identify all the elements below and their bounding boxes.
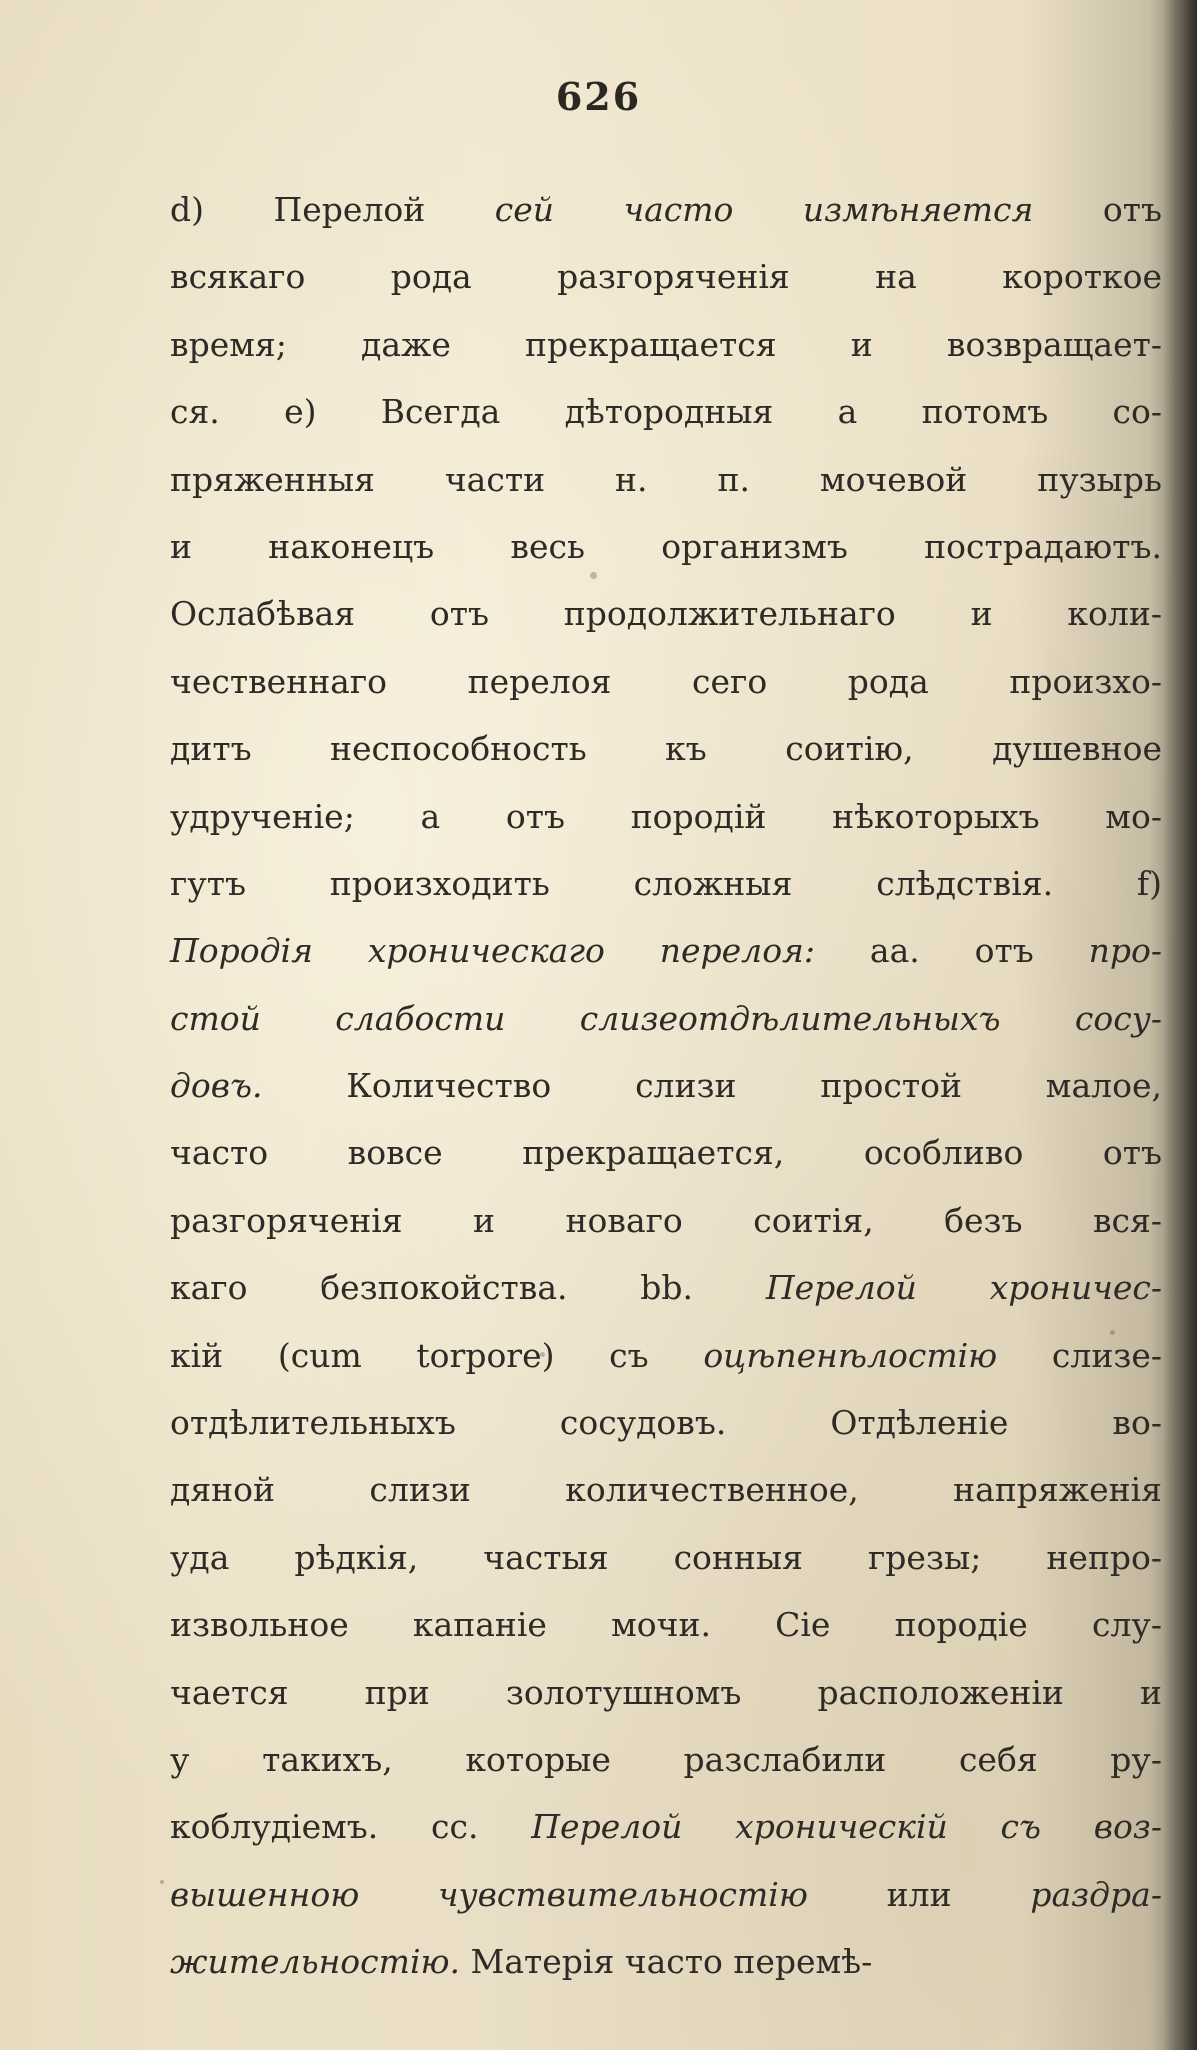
- text-line: [170, 446, 1162, 513]
- text-line: [170, 1793, 1162, 1860]
- text-line: [170, 1187, 1162, 1254]
- text-line: [170, 1861, 1162, 1928]
- italic-text-run: про-: [1088, 931, 1162, 971]
- page-edge-shadow: [1163, 0, 1197, 2050]
- text-run: чается при золотушномъ расположеніи и: [170, 1672, 1162, 1712]
- text-run: слизе-: [997, 1335, 1163, 1375]
- text-line: [170, 1659, 1162, 1726]
- text-run: коблудіемъ. сс.: [170, 1807, 532, 1847]
- text-line: [170, 1591, 1162, 1658]
- text-line: [170, 378, 1162, 445]
- text-run: Матерія часто перемѣ-: [460, 1942, 873, 1982]
- text-run: или: [807, 1874, 1031, 1914]
- text-run: у такихъ, которые разслабили себя ру-: [170, 1739, 1162, 1779]
- text-line: [170, 1389, 1162, 1456]
- text-line: [170, 1052, 1162, 1119]
- paper-speck: [1110, 1330, 1115, 1335]
- italic-text-run: оцѣпенѣлостію: [703, 1335, 998, 1375]
- italic-text-run: Породія хроническаго перелоя:: [170, 931, 816, 971]
- text-line: [170, 1524, 1162, 1591]
- text-line: [170, 243, 1162, 310]
- italic-text-run: Перелой хроничес-: [765, 1268, 1163, 1308]
- text-run: отдѣлительныхъ сосудовъ. Отдѣленіе во-: [170, 1403, 1162, 1443]
- text-run: гутъ произходить сложныя слѣдствія. f): [170, 863, 1162, 903]
- italic-text-run: сей часто измѣняется: [494, 190, 1034, 229]
- text-run: разгоряченія и новаго соитія, безъ вся-: [170, 1200, 1162, 1240]
- text-line: [170, 648, 1162, 715]
- text-line: [170, 783, 1162, 850]
- text-run: всякаго рода разгоряченія на короткое: [170, 257, 1162, 297]
- text-run: извольное капаніе мочи. Сіе породіе слу-: [170, 1605, 1162, 1645]
- text-run: время; даже прекращается и возвращает-: [170, 324, 1162, 364]
- page-number: 626: [555, 74, 642, 119]
- text-run: пряженныя части н. п. мочевой пузырь: [170, 459, 1162, 499]
- text-line: [170, 1726, 1162, 1793]
- text-run: удрученіе; а отъ породій нѣкоторыхъ мо-: [170, 796, 1162, 836]
- text-line: [170, 1456, 1162, 1523]
- text-run: уда рѣдкія, частыя сонныя грезы; непро-: [170, 1537, 1162, 1577]
- text-line: [170, 850, 1162, 917]
- italic-text-run: раздра-: [1030, 1874, 1162, 1914]
- text-run: и наконецъ весь организмъ пострадаютъ.: [170, 526, 1162, 566]
- text-line: [170, 513, 1162, 580]
- text-run: отъ: [1033, 190, 1163, 229]
- text-run: кій (cum torpore) съ: [170, 1335, 704, 1375]
- italic-text-run: довъ.: [170, 1066, 263, 1106]
- text-line: [170, 176, 1162, 243]
- text-run: Ослабѣвая отъ продолжительнаго и коли-: [170, 594, 1162, 634]
- text-line: [170, 1928, 1162, 1995]
- text-run: часто вовсе прекращается, особливо отъ: [170, 1133, 1162, 1173]
- text-line: [170, 311, 1162, 378]
- paper-speck: [590, 572, 597, 579]
- italic-text-run: вышенною чувствительностію: [170, 1874, 808, 1914]
- text-line: [170, 580, 1162, 647]
- text-run: ся. е) Всегда дѣтородныя а потомъ со-: [170, 392, 1162, 432]
- italic-text-run: стой слабости слизеотдѣлительныхъ сосу-: [170, 998, 1162, 1038]
- text-line: [170, 1119, 1162, 1186]
- text-line: [170, 1254, 1162, 1321]
- text-run: d) Перелой: [170, 190, 495, 229]
- text-run: аа. отъ: [815, 931, 1089, 971]
- text-line: [170, 715, 1162, 782]
- text-run: Количество слизи простой малое,: [262, 1066, 1162, 1106]
- text-run: дитъ неспособность къ соитію, душевное: [170, 729, 1162, 769]
- text-line: [170, 917, 1162, 984]
- body-text: [170, 176, 1162, 1996]
- paper-speck: [160, 1880, 164, 1884]
- text-run: дяной слизи количественное, напряженія: [170, 1470, 1162, 1510]
- text-line: [170, 985, 1162, 1052]
- text-run: каго безпокойства. bb.: [170, 1268, 766, 1308]
- paper-speck: [540, 1352, 545, 1357]
- italic-text-run: Перелой хроническій съ воз-: [531, 1807, 1162, 1847]
- text-line: [170, 1322, 1162, 1389]
- italic-text-run: жительностію.: [170, 1942, 461, 1982]
- text-run: чественнаго перелоя сего рода произхо-: [170, 661, 1162, 701]
